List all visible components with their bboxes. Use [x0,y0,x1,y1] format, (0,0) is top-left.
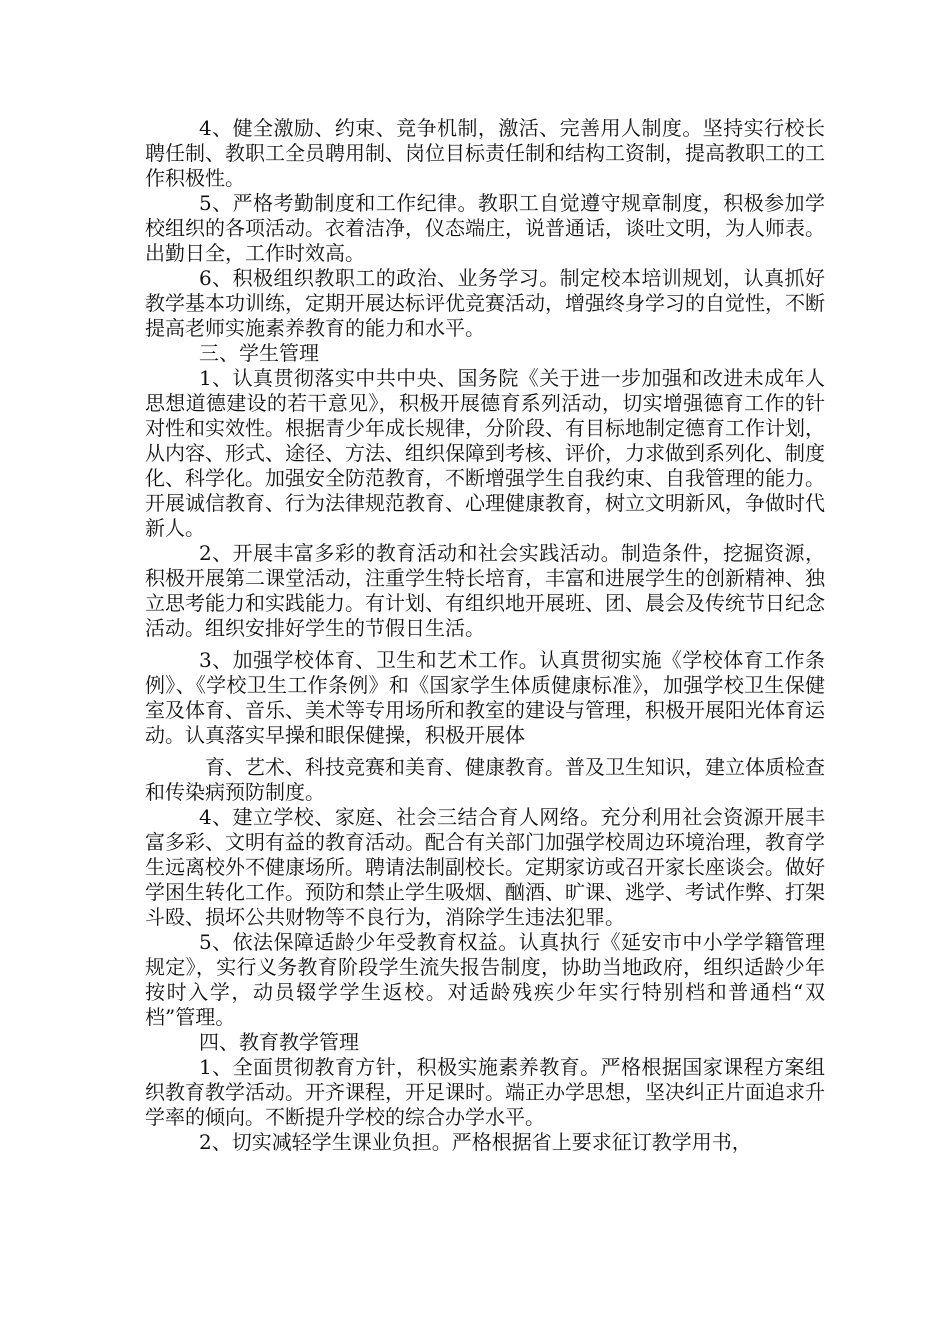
paragraph-sports-health: 3、加强学校体育、卫生和艺术工作。认真贯彻实施《学校体育工作条例》、《学校卫生工作条例》和《国家学生体质健康标准》，加强学校卫生保健室及体育、音乐、美术等专用场所和教室的建设与管理，积极开展阳光体育运动。认真落实早操和眼保健操，积极开展体 [145,648,825,747]
paragraph-moral-education: 1、认真贯彻落实中共中央、国务院《关于进一步加强和改进未成年人思想道德建设的若干意见》，积极开展德育系列活动，切实增强德育工作的针对性和实效性。根据青少年成长规律，分阶段、有目标地制定德育工作计划，从内容、形式、途径、方法、组织保障到考核、评价，力求做到系列化、制度化、科学化。加强安全防范教育，不断增强学生自我约束、自我管理的能力。开展诚信教育、行为法律规范教育、心理健康教育，树立文明新风，争做时代新人。 [145,366,825,540]
paragraph-staff-incentive: 4、健全激励、约束、竞争机制，激活、完善用人制度。坚持实行校长聘任制、教职工全员聘用制、岗位目标责任制和结构工资制，提高教职工的工作积极性。 [145,116,825,190]
paragraph-education-network: 4、建立学校、家庭、社会三结合育人网络。充分利用社会资源开展丰富多彩、文明有益的教育活动。配合有关部门加强学校周边环境治理，教育学生远离校外不健康场所。聘请法制副校长。定期家访或召开家长座谈会。做好学困生转化工作。预防和禁止学生吸烟、酗酒、旷课、逃学、考试作弊、打架斗殴、损坏公共财物等不良行为，消除学生违法犯罪。 [145,805,825,929]
paragraph-staff-study: 6、积极组织教职工的政治、业务学习。制定校本培训规划，认真抓好教学基本功训练，定期开展达标评优竞赛活动，增强终身学习的自觉性，不断提高老师实施素养教育的能力和水平。 [145,266,825,340]
section-heading-teaching-management: 四、教育教学管理 [199,1030,359,1054]
paragraph-attendance: 5、严格考勤制度和工作纪律。教职工自觉遵守规章制度，积极参加学校组织的各项活动。衣着洁净，仪态端庄，说普通话，谈吐文明，为人师表。出勤日全，工作时效高。 [145,191,825,265]
section-heading-student-management: 三、学生管理 [199,341,319,365]
paragraph-education-policy: 1、全面贯彻教育方针，积极实施素养教育。严格根据国家课程方案组织教育教学活动。开齐课程，开足课时。端正办学思想，坚决纠正片面追求升学率的倾向。不断提升学校的综合办学水平。 [145,1055,825,1129]
paragraph-sports-health-continued: 育、艺术、科技竞赛和美育、健康教育。普及卫生知识，建立体质检查和传染病预防制度。 [145,755,825,804]
paragraph-activities: 2、开展丰富多彩的教育活动和社会实践活动。制造条件，挖掘资源，积极开展第二课堂活动，注重学生特长培育，丰富和进展学生的创新精神、独立思考能力和实践能力。有计划、有组织地开展班、团、晨会及传统节日纪念活动。组织安排好学生的节假日生活。 [145,541,825,640]
document-body [145,116,825,1155]
paragraph-education-rights: 5、依法保障适龄少年受教育权益。认真执行《延安市中小学学籍管理规定》，实行义务教育阶段学生流失报告制度，协助当地政府，组织适龄少年按时入学，动员辍学学生返校。对适龄残疾少年实行特别档和普通档“双档”管理。 [145,930,825,1029]
paragraph-reduce-burden: 2、切实减轻学生课业负担。严格根据省上要求征订教学用书， [199,1130,752,1154]
